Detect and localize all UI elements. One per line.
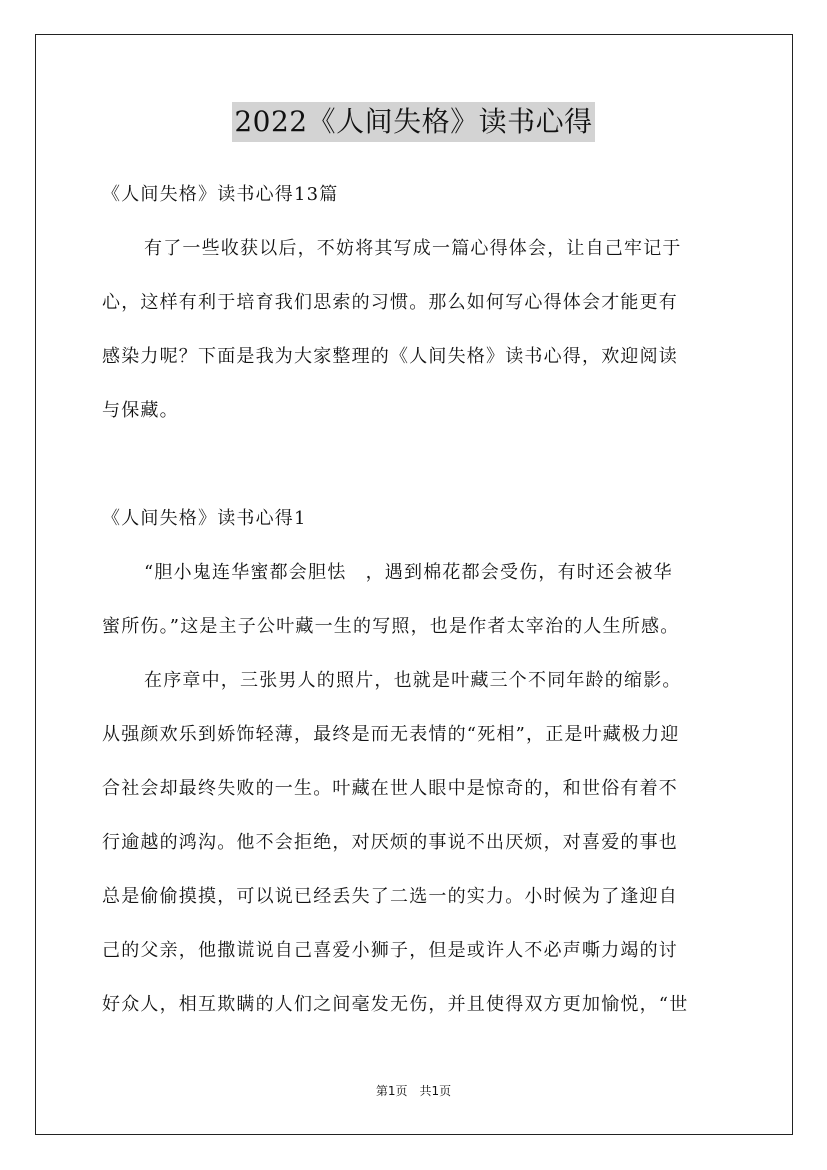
intro-line: 心，这样有利于培育我们思索的习惯。那么如何写心得体会才能更有 bbox=[102, 292, 678, 313]
body-line: 合社会却最终失败的一生。叶藏在世人眼中是惊奇的，和世俗有着不 bbox=[102, 778, 678, 799]
intro-line: 与保藏。 bbox=[102, 400, 179, 421]
intro-line: 有了一些收获以后，不妨将其写成一篇心得体会，让自己牢记于 bbox=[144, 238, 682, 259]
title-container bbox=[0, 102, 827, 142]
section-heading: 《人间失格》读书心得1 bbox=[102, 508, 307, 529]
body-line: 己的父亲，他撒谎说自己喜爱小狮子，但是或许人不必声嘶力竭的讨 bbox=[102, 940, 678, 961]
quote-line: 蜜所伤。”这是主子公叶藏一生的写照，也是作者太宰治的人生所感。 bbox=[102, 616, 680, 637]
intro-line: 感染力呢？下面是我为大家整理的《人间失格》读书心得，欢迎阅读 bbox=[102, 346, 678, 367]
subtitle: 《人间失格》读书心得13篇 bbox=[102, 184, 339, 205]
document-title: 2022《人间失格》读书心得 bbox=[232, 102, 594, 142]
body-line: 从强颜欢乐到娇饰轻薄，最终是而无表情的“死相”，正是叶藏极力迎 bbox=[102, 724, 680, 745]
page-footer: 第1页 共1页 bbox=[375, 1084, 452, 1098]
quote-line: “胆小鬼连华蜜都会胆怯 ，遇到棉花都会受伤，有时还会被华 bbox=[144, 562, 673, 583]
body-line: 好众人，相互欺瞒的人们之间毫发无伤，并且使得双方更加愉悦，“世 bbox=[102, 994, 689, 1015]
body-line: 行逾越的鸿沟。他不会拒绝，对厌烦的事说不出厌烦，对喜爱的事也 bbox=[102, 832, 678, 853]
body-line: 在序章中，三张男人的照片，也就是叶藏三个不同年龄的缩影。 bbox=[144, 670, 682, 691]
body-line: 总是偷偷摸摸，可以说已经丢失了二选一的实力。小时候为了逢迎自 bbox=[102, 886, 678, 907]
